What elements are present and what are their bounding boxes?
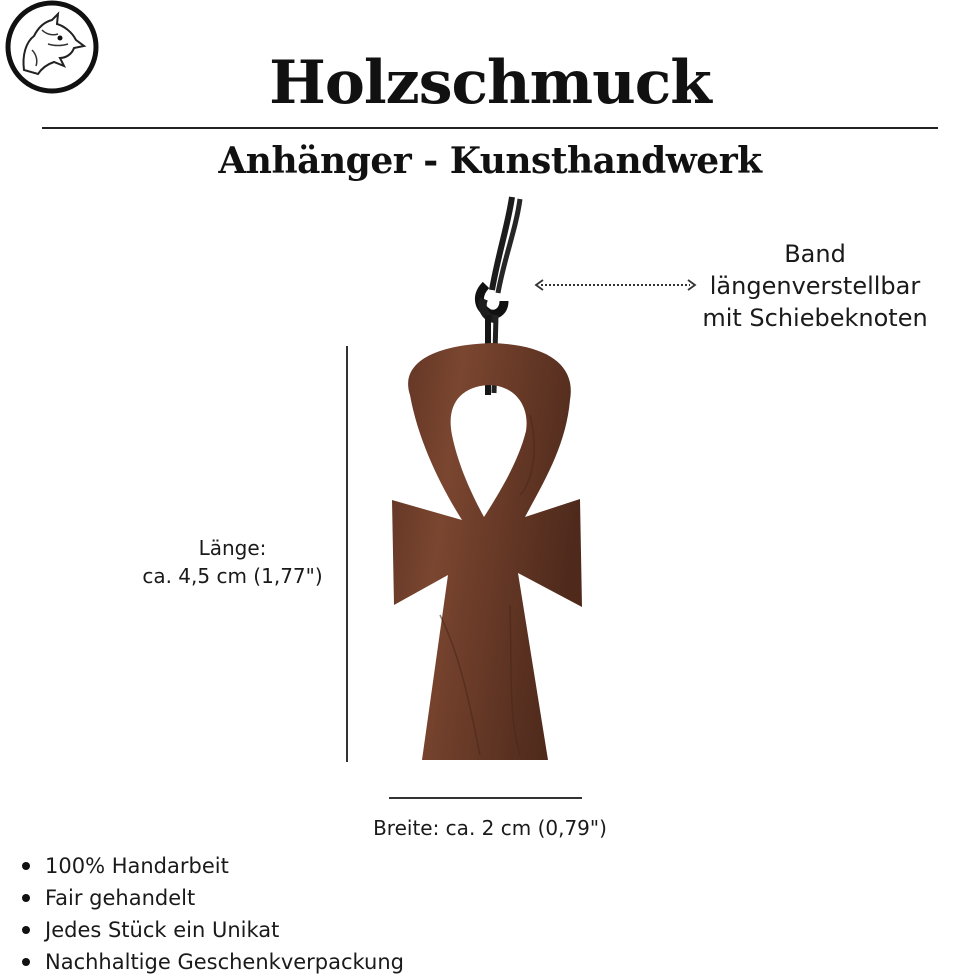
feature-list [18,850,404,978]
width-annotation: Breite: ca. 2 cm (0,79") [373,816,607,840]
list-item [18,882,404,914]
bullet-icon [22,926,30,934]
length-dimension-line [346,346,348,762]
band-label-line3: mit Schiebeknoten [702,304,928,332]
length-value: ca. 4,5 cm (1,77") [142,564,323,588]
band-pointer-arrow [533,275,698,295]
list-item [18,914,404,946]
feature-text: Jedes Stück ein Unikat [45,918,280,942]
list-item [18,946,404,978]
list-item [18,850,404,882]
title-divider [42,127,938,129]
feature-text: Fair gehandelt [45,886,196,910]
bullet-icon [22,958,30,966]
bullet-icon [22,894,30,902]
width-dimension-line [389,797,582,799]
bullet-icon [22,862,30,870]
page-title: Holzschmuck [269,48,711,118]
length-annotation [120,534,345,590]
length-label: Länge: [198,536,267,560]
feature-text: Nachhaltige Geschenkverpackung [45,950,405,974]
feature-text: 100% Handarbeit [45,854,229,878]
band-label-line1: Band [784,240,846,268]
band-label-line2: längenverstellbar [709,272,921,300]
band-description [690,238,940,334]
page-subtitle: Anhänger - Kunsthandwerk [218,140,762,182]
